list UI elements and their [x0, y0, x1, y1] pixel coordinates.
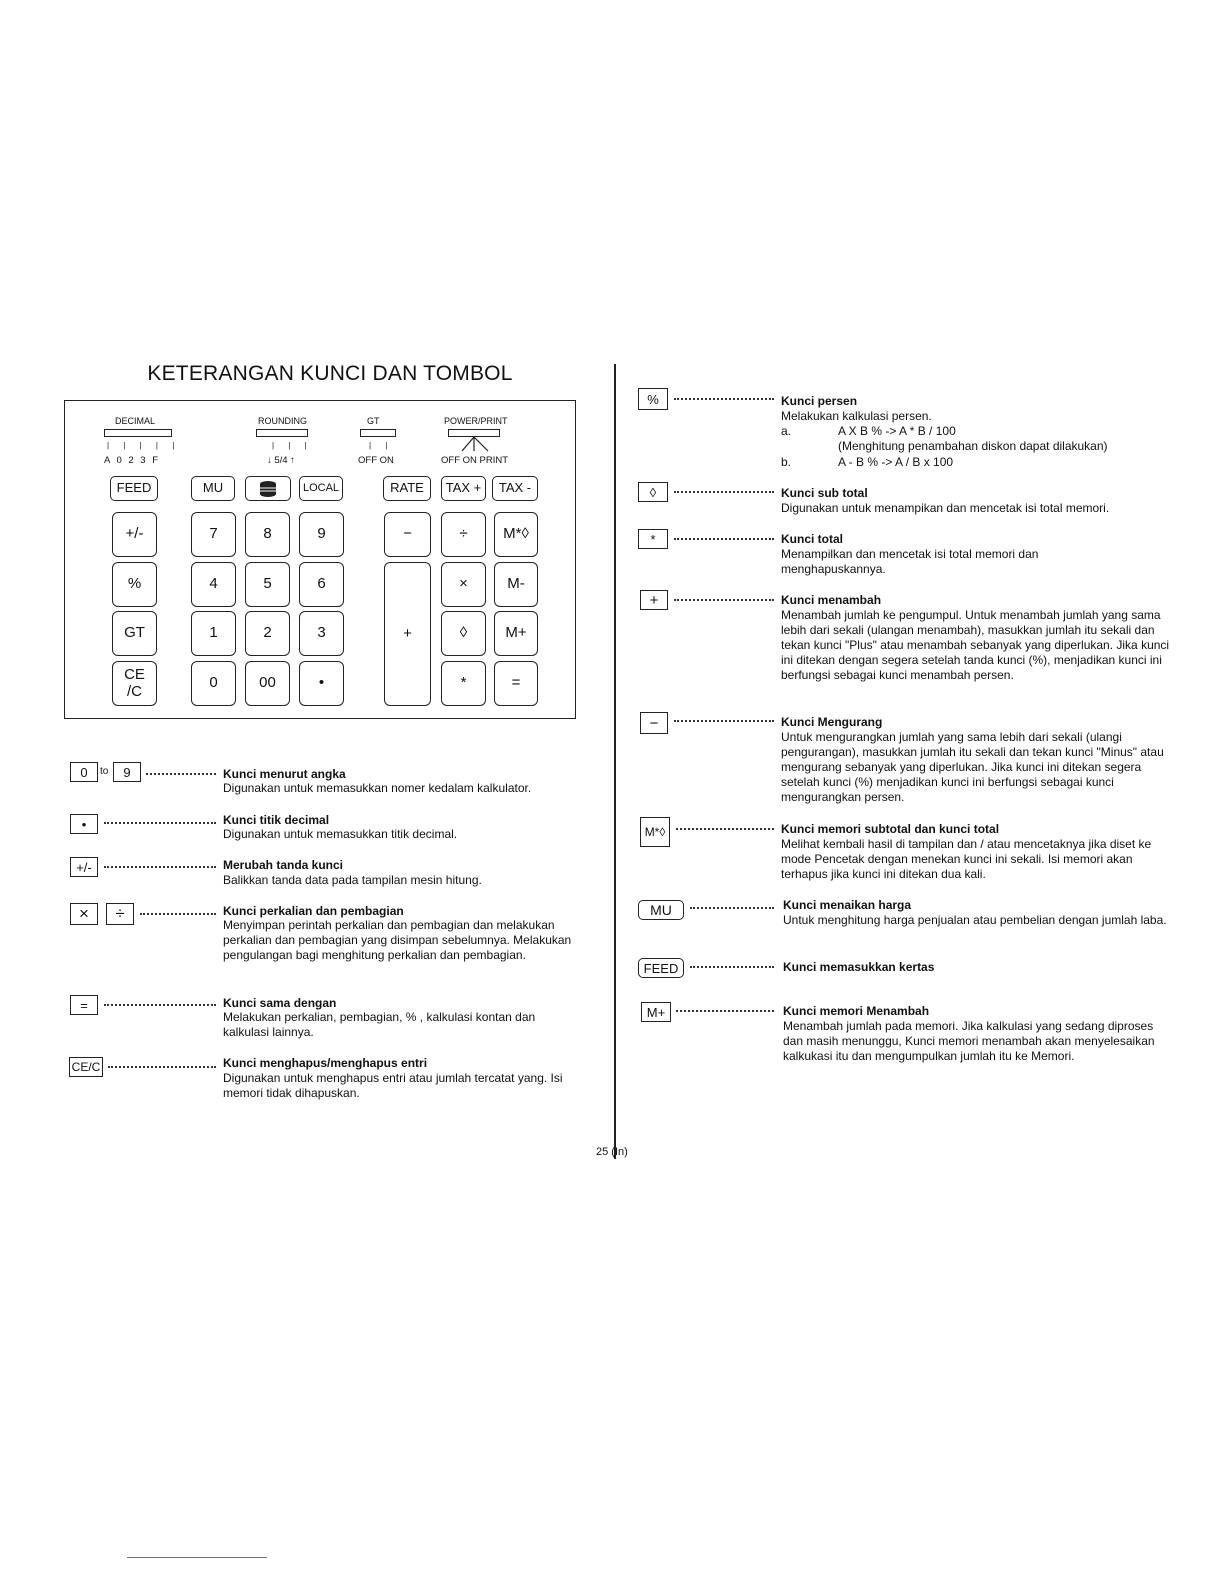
leader-dots [146, 773, 216, 775]
entry-heading: Kunci menghapus/menghapus entri [223, 1056, 428, 1070]
leader-dots [674, 720, 774, 722]
rounding-switch [256, 429, 308, 437]
leader-dots [676, 1010, 774, 1012]
key-8: 8 [245, 512, 290, 557]
rounding-switch-label: ROUNDING [258, 416, 307, 426]
entry-key-minus: − [640, 712, 668, 734]
entry-description: Digunakan untuk menghapus entri atau jumlah tercatat yang. Isi memori tidak dihapuskan. [223, 1071, 563, 1100]
key-3: 3 [299, 611, 344, 656]
decimal-ticks: | | | | | [107, 441, 181, 450]
gt-key: GT [112, 611, 157, 656]
leader-dots [674, 538, 774, 540]
leader-dots [690, 966, 774, 968]
entry-key-percent: % [638, 388, 668, 410]
leader-dots [674, 599, 774, 601]
entry-key-divide: ÷ [106, 903, 134, 925]
entry-heading: Kunci memori Menambah [783, 1004, 930, 1018]
decimal-point-key: • [299, 661, 344, 706]
entry-description: Balikkan tanda data pada tampilan mesin hitung. [223, 873, 482, 887]
formula: A X B % -> A * B / 100 [838, 424, 956, 438]
entry-description: Melihat kembali hasil di tampilan dan / atau mencetaknya jika diset ke mode Pencetak dengan menekan kunci ini sekali. Isi memori akan terhapus jika kunci ini ditekan dua kali. [781, 837, 1152, 881]
entry-heading: Kunci menurut angka [223, 767, 346, 781]
entry-description: Digunakan untuk memasukkan titik decimal. [223, 827, 458, 841]
multiply-key: × [441, 562, 486, 607]
rate-key: RATE [383, 476, 431, 501]
key-2: 2 [245, 611, 290, 656]
entry-heading: Merubah tanda kunci [223, 858, 344, 872]
entry-heading: Kunci menambah [781, 593, 882, 607]
entry-description: Untuk mengurangkan jumlah yang sama lebih dari sekali (ulangi pengurangan), masukkan jumlah itu sekali dan tekan kunci "Minus" atau mengurang sebanyak yang diperlukan. Jika kunci ini ditekan segera setelah kunci (%) menjadikan kunci ini berfungsi sebagai kunci mengurangkan persen. [781, 730, 1164, 804]
rounding-ticks: | | | [272, 441, 313, 450]
leader-dots [140, 913, 216, 915]
entry-key-subtotal: ◊ [638, 482, 668, 502]
entry-heading: Kunci titik decimal [223, 813, 330, 827]
power-switch-lines [448, 437, 508, 453]
entry-heading: Kunci total [781, 532, 843, 546]
tax-plus-key: TAX + [441, 476, 486, 501]
entry-heading: Kunci persen [781, 394, 858, 408]
key-9: 9 [299, 512, 344, 557]
entry-description: Untuk menghitung harga penjualan atau pembelian dengan jumlah laba. [783, 913, 1167, 927]
rounding-positions: ↓ 5/4 ↑ [267, 455, 295, 466]
entry-heading: Kunci memasukkan kertas [783, 960, 935, 974]
entry-description: Menambah jumlah ke pengumpul. Untuk menambah jumlah yang sama lebih dari sekali (ulangan menambah), masukkan jumlah itu sekali dan tekan kunci "Plus" atau menambah sebanyak yang diperlukan. Jika kunci ini ditekan dengan segera setelah tanda kunci (%), menjadikan kunci ini berfungsi sebagai kunci menambah persen. [781, 608, 1170, 682]
entry-key-equals: = [70, 995, 98, 1015]
entry-key-feed: FEED [638, 958, 684, 978]
entry-description: Digunakan untuk menampikan dan mencetak isi total memori. [781, 501, 1110, 515]
entry-heading: Kunci sub total [781, 486, 868, 500]
entry-key-decimal: • [70, 814, 98, 834]
entry-key-mu: MU [638, 900, 684, 920]
power-switch-label: POWER/PRINT [444, 416, 508, 426]
power-positions: OFF ON PRINT [441, 455, 509, 466]
coin-key [245, 476, 291, 501]
divide-key: ÷ [441, 512, 486, 557]
list-label: a. [781, 424, 792, 438]
entry-heading: Kunci memori subtotal dan kunci total [781, 822, 1000, 836]
blue-rule [127, 1557, 267, 1558]
leader-dots [676, 828, 774, 830]
subtotal-key: ◊ [441, 611, 486, 656]
feed-key: FEED [110, 476, 158, 501]
plus-key: + [384, 562, 431, 706]
minus-key: − [384, 512, 431, 557]
decimal-switch-label: DECIMAL [115, 416, 156, 426]
key-00: 00 [245, 661, 290, 706]
entry-key-0: 0 [70, 762, 98, 782]
key-1: 1 [191, 611, 236, 656]
equals-key: = [494, 661, 538, 706]
leader-dots [104, 822, 216, 824]
leader-dots [674, 491, 774, 493]
formula: A - B % -> A / B x 100 [838, 455, 954, 469]
key-5: 5 [245, 562, 290, 607]
gt-switch [360, 429, 396, 437]
coin-stack-icon [259, 480, 277, 498]
mu-key: MU [191, 476, 235, 501]
entry-key-multiply: × [70, 903, 98, 925]
total-key: * [441, 661, 486, 706]
entry-description: Melakukan kalkulasi persen. [781, 409, 932, 423]
ce-c-key: CE /C [112, 661, 157, 706]
key-6: 6 [299, 562, 344, 607]
leader-dots [690, 907, 774, 909]
power-switch [448, 429, 500, 437]
gt-positions: OFF ON [358, 455, 394, 466]
page-number: 25 (In) [596, 1146, 628, 1158]
entry-key-memory-subtotal: M*◊ [640, 817, 670, 847]
entry-description: Melakukan perkalian, pembagian, % , kalkulasi kontan dan kalkulasi lainnya. [223, 1010, 536, 1039]
memory-minus-key: M- [494, 562, 538, 607]
leader-dots [104, 866, 216, 868]
key-0: 0 [191, 661, 236, 706]
entry-key-memory-plus: M+ [641, 1002, 671, 1022]
entry-key-total: * [638, 529, 668, 549]
entry-heading: Kunci Mengurang [781, 715, 883, 729]
leader-dots [674, 398, 774, 400]
entry-description: Menyimpan perintah perkalian dan pembagian dan melakukan perkalian dan pembagian yang disimpan sebelumnya. Melakukan pengulangan bagi menghitung perkalian dan pembagian. [223, 918, 572, 962]
entry-key-plus-minus: +/- [70, 857, 98, 877]
entry-key-plus: + [640, 590, 668, 610]
memory-plus-key: M+ [494, 611, 538, 656]
tax-minus-key: TAX - [492, 476, 538, 501]
gt-ticks: | | [369, 441, 394, 450]
decimal-switch [104, 429, 172, 437]
leader-dots [104, 1004, 216, 1006]
entry-description: Menambah jumlah pada memori. Jika kalkulasi yang sedang diproses dan masih menunggu, Kunci memori menambah akan menyelesaikan kalkukasi itu dan mengumpulkan jumlah itu ke Memori. [783, 1019, 1155, 1063]
entry-key-to: to [100, 766, 109, 777]
column-divider [614, 364, 616, 1159]
entry-key-ce-c: CE/C [69, 1057, 103, 1077]
key-4: 4 [191, 562, 236, 607]
memory-subtotal-key: M*◊ [494, 512, 538, 557]
entry-heading: Kunci menaikan harga [783, 898, 912, 912]
entry-heading: Kunci sama dengan [223, 996, 337, 1010]
entry-description: Digunakan untuk memasukkan nomer kedalam kalkulator. [223, 781, 532, 795]
page-title: KETERANGAN KUNCI DAN TOMBOL [147, 362, 513, 385]
plus-minus-key: +/- [112, 512, 157, 557]
entry-description: Menampilkan dan mencetak isi total memori dan menghapuskannya. [781, 547, 1039, 576]
list-label: b. [781, 455, 792, 469]
entry-heading: Kunci perkalian dan pembagian [223, 904, 404, 918]
gt-switch-label: GT [367, 416, 380, 426]
leader-dots [108, 1066, 216, 1068]
key-7: 7 [191, 512, 236, 557]
local-key: LOCAL [299, 476, 343, 501]
entry-key-9: 9 [113, 762, 141, 782]
formula-note: (Menghitung penambahan diskon dapat dilakukan) [838, 439, 1108, 453]
percent-key: % [112, 562, 157, 607]
decimal-positions: A 0 2 3 F [104, 455, 161, 466]
